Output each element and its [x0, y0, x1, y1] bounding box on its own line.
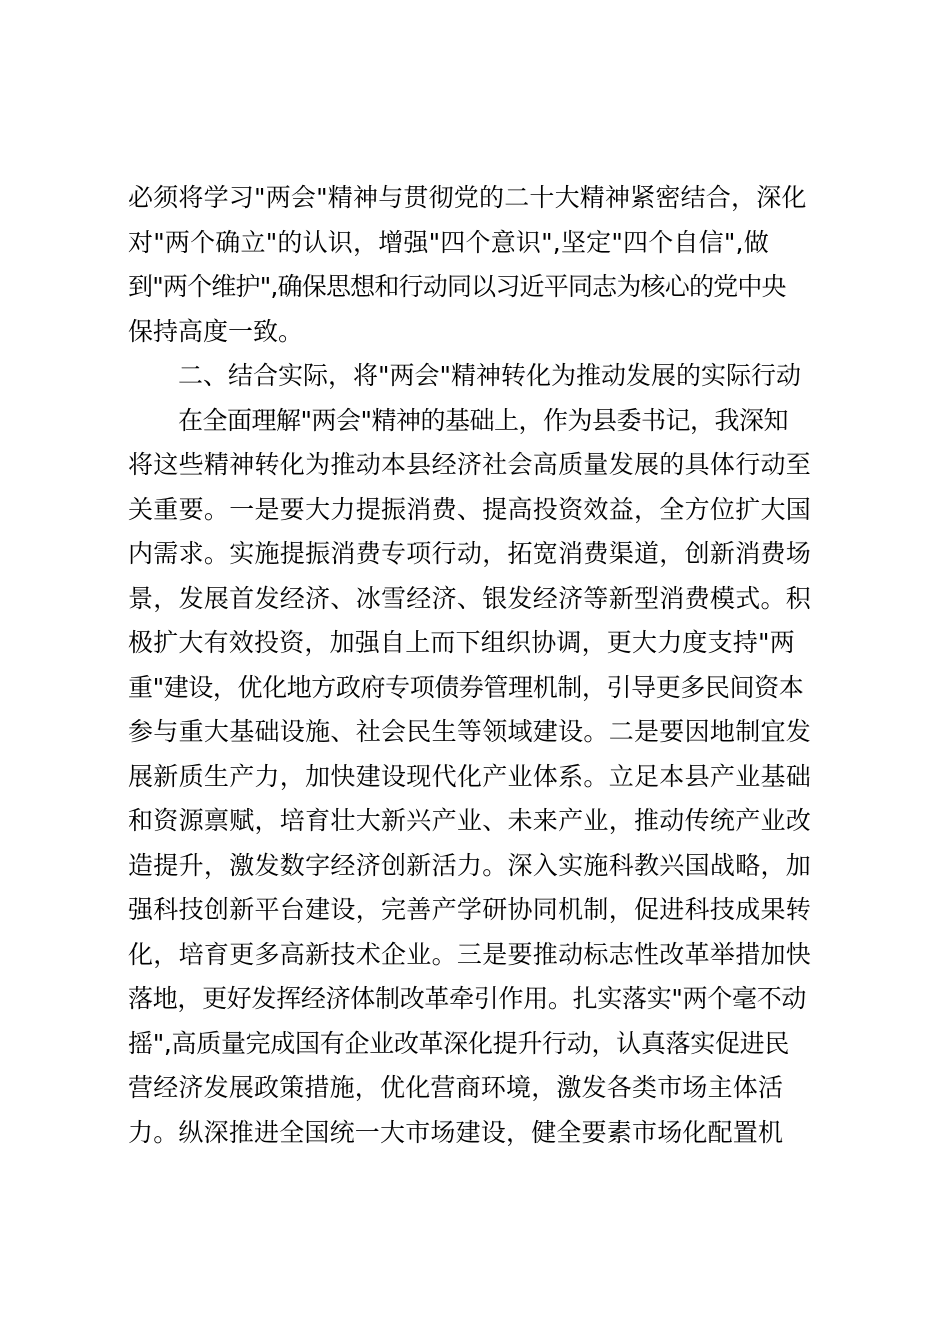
text-line: 化，培育更多高新技术企业。三是要推动标志性改革举措加快 [128, 939, 812, 969]
text-line: 将这些精神转化为推动本县经济社会高质量发展的具体行动至 [128, 450, 812, 479]
text-line: 落地，更好发挥经济体制改革牵引作用。扎实落实"两个毫不动 [128, 984, 807, 1013]
text-line: 力。纵深推进全国统一大市场建设，健全要素市场化配置机 [128, 1117, 784, 1147]
text-line: 展新质生产力，加快建设现代化产业体系。立足本县产业基础 [128, 761, 812, 791]
text-line: 必须将学习"两会"精神与贯彻党的二十大精神紧密结合，深化 [128, 183, 807, 212]
text-line: 重"建设，优化地方政府专项债券管理机制，引导更多民间资本 [128, 672, 804, 702]
text-line: 保持高度一致。 [128, 316, 304, 346]
text-line: 营经济发展政策措施，优化营商环境，激发各类市场主体活 [128, 1073, 784, 1102]
text-line: 摇",高质量完成国有企业改革深化提升行动，认真落实促进民 [128, 1028, 790, 1058]
text-line: 对"两个确立"的认识，增强"四个意识",坚定"四个自信",做 [128, 227, 769, 257]
text-line: 参与重大基础设施、社会民生等领域建设。二是要因地制宜发 [128, 717, 812, 746]
text-line: 景，发展首发经济、冰雪经济、银发经济等新型消费模式。积 [128, 583, 812, 613]
text-line: 和资源禀赋，培育壮大新兴产业、未来产业，推动传统产业改 [128, 806, 812, 835]
text-line: 内需求。实施提振消费专项行动，拓宽消费渠道，创新消费场 [128, 539, 812, 568]
text-line: 到"两个维护",确保思想和行动同以习近平同志为核心的党中央 [128, 272, 786, 301]
text-line: 强科技创新平台建设，完善产学研协同机制，促进科技成果转 [128, 895, 812, 924]
body-text [128, 176, 838, 1155]
text-line: 造提升，激发数字经济创新活力。深入实施科教兴国战略，加 [128, 850, 812, 880]
text-line: 关重要。一是要大力提振消费、提高投资效益，全方位扩大国 [128, 494, 812, 524]
section-heading: 二、结合实际，将"两会"精神转化为推动发展的实际行动 [178, 361, 802, 390]
paragraph-first-line: 在全面理解"两会"精神的基础上，作为县委书记，我深知 [178, 405, 789, 435]
text-line: 极扩大有效投资，加强自上而下组织协调，更大力度支持"两 [128, 628, 795, 657]
